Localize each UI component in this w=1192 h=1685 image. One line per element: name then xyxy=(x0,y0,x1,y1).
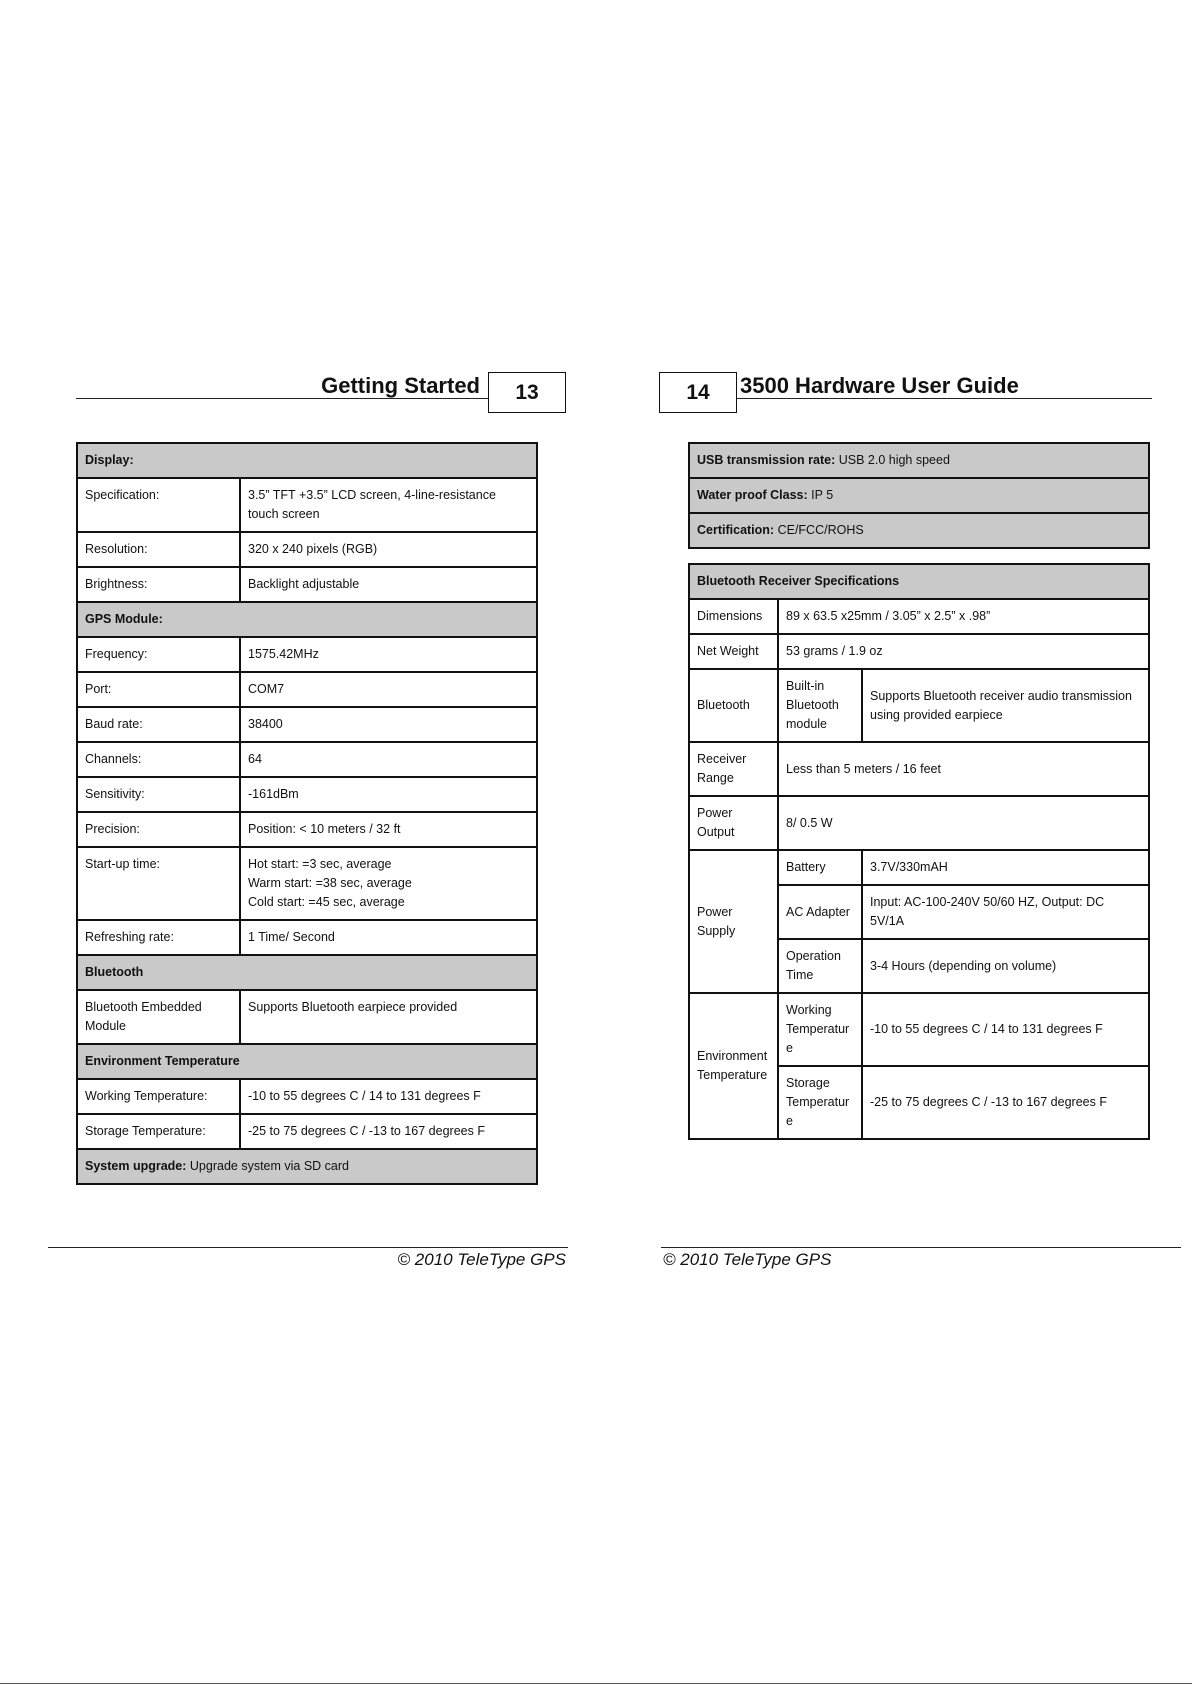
startup-hot: Hot start: =3 sec, average xyxy=(248,857,392,871)
row-value: Input: AC-100-240V 50/60 HZ, Output: DC 5V/1A xyxy=(862,885,1149,939)
row-label: Brightness: xyxy=(77,567,240,602)
row-value: -161dBm xyxy=(240,777,537,812)
table-row xyxy=(77,637,537,672)
table-row xyxy=(689,993,1149,1066)
row-value: Supports Bluetooth receiver audio transmission using provided earpiece xyxy=(862,669,1149,742)
row-sublabel: AC Adapter xyxy=(778,885,862,939)
left-footer-rule xyxy=(48,1247,568,1248)
row-label: Sensitivity: xyxy=(77,777,240,812)
table-row xyxy=(689,599,1149,634)
row-label: Precision: xyxy=(77,812,240,847)
row-value: -10 to 55 degrees C / 14 to 131 degrees F xyxy=(240,1079,537,1114)
startup-warm: Warm start: =38 sec, average xyxy=(248,876,412,890)
system-upgrade-row xyxy=(77,1149,537,1184)
right-top-table xyxy=(688,442,1150,549)
startup-cold: Cold start: =45 sec, average xyxy=(248,895,405,909)
left-header-rule xyxy=(76,398,488,399)
right-header-rule xyxy=(737,398,1152,399)
right-page-number: 14 xyxy=(659,372,737,413)
row-value: -25 to 75 degrees C / -13 to 167 degrees F xyxy=(240,1114,537,1149)
row-value: 89 x 63.5 x25mm / 3.05” x 2.5” x .98” xyxy=(778,599,1149,634)
section-heading-label: Bluetooth xyxy=(77,955,537,990)
row-value: 1 Time/ Second xyxy=(240,920,537,955)
left-spec-table xyxy=(76,442,538,1185)
table-row xyxy=(77,672,537,707)
row-label: Port: xyxy=(77,672,240,707)
bt-receiver-heading: Bluetooth Receiver Specifications xyxy=(689,564,1149,599)
right-footer-rule xyxy=(661,1247,1181,1248)
table-row xyxy=(689,742,1149,796)
row-sublabel: Operation Time xyxy=(778,939,862,993)
row-value: -25 to 75 degrees C / -13 to 167 degrees F xyxy=(862,1066,1149,1139)
bt-receiver-heading-row xyxy=(689,564,1149,599)
row-value: 8/ 0.5 W xyxy=(778,796,1149,850)
left-page-number: 13 xyxy=(488,372,566,413)
table-row xyxy=(689,669,1149,742)
row-value: 53 grams / 1.9 oz xyxy=(778,634,1149,669)
row-value: CE/FCC/ROHS xyxy=(777,523,864,537)
table-row xyxy=(689,513,1149,548)
row-sublabel: Battery xyxy=(778,850,862,885)
row-label: USB transmission rate: xyxy=(697,453,836,467)
table-row xyxy=(77,742,537,777)
section-heading-label: Display: xyxy=(77,443,537,478)
system-upgrade-value: Upgrade system via SD card xyxy=(189,1159,349,1173)
row-label: Power Supply xyxy=(689,850,778,993)
row-label: Net Weight xyxy=(689,634,778,669)
table-row xyxy=(689,796,1149,850)
right-footer-copyright: © 2010 TeleType GPS xyxy=(663,1250,832,1269)
section-heading-environment xyxy=(77,1044,537,1079)
section-heading-label: Environment Temperature xyxy=(77,1044,537,1079)
table-row xyxy=(689,478,1149,513)
row-label: Refreshing rate: xyxy=(77,920,240,955)
bt-receiver-table xyxy=(688,563,1150,1140)
row-label: Channels: xyxy=(77,742,240,777)
table-row xyxy=(77,847,537,920)
row-value: 64 xyxy=(240,742,537,777)
row-label: Baud rate: xyxy=(77,707,240,742)
left-footer-copyright: © 2010 TeleType GPS xyxy=(397,1250,566,1269)
row-sublabel: Working Temperature xyxy=(778,993,862,1066)
table-row xyxy=(77,567,537,602)
row-value: Less than 5 meters / 16 feet xyxy=(778,742,1149,796)
row-label: Bluetooth Embedded Module xyxy=(77,990,240,1044)
row-sublabel: Built-in Bluetooth module xyxy=(778,669,862,742)
table-row xyxy=(77,532,537,567)
row-value: 320 x 240 pixels (RGB) xyxy=(240,532,537,567)
table-row xyxy=(77,478,537,532)
row-value: 38400 xyxy=(240,707,537,742)
system-upgrade-cell xyxy=(77,1149,537,1184)
row-value: 3.5” TFT +3.5” LCD screen, 4-line-resistance touch screen xyxy=(240,478,537,532)
table-row xyxy=(689,850,1149,885)
row-value-stack xyxy=(240,847,537,920)
row-value: COM7 xyxy=(240,672,537,707)
row-label: Specification: xyxy=(77,478,240,532)
row-label: Frequency: xyxy=(77,637,240,672)
table-row xyxy=(77,1079,537,1114)
section-heading-bluetooth xyxy=(77,955,537,990)
row-value: IP 5 xyxy=(811,488,834,502)
row-label: Power Output xyxy=(689,796,778,850)
row-label: Environment Temperature xyxy=(689,993,778,1139)
table-row xyxy=(77,777,537,812)
row-value: 3-4 Hours (depending on volume) xyxy=(862,939,1149,993)
right-page-title: 3500 Hardware User Guide xyxy=(740,373,1019,398)
row-label: Start-up time: xyxy=(77,847,240,920)
table-row xyxy=(689,634,1149,669)
system-upgrade-label: System upgrade: xyxy=(85,1159,187,1173)
certification-cell xyxy=(689,513,1149,548)
row-label: Working Temperature: xyxy=(77,1079,240,1114)
table-row xyxy=(77,812,537,847)
section-heading-gps xyxy=(77,602,537,637)
section-heading-label: GPS Module: xyxy=(77,602,537,637)
row-value: 1575.42MHz xyxy=(240,637,537,672)
table-row xyxy=(689,443,1149,478)
row-value: USB 2.0 high speed xyxy=(838,453,950,467)
table-row xyxy=(77,990,537,1044)
row-value: Position: < 10 meters / 32 ft xyxy=(240,812,537,847)
usb-rate-cell xyxy=(689,443,1149,478)
waterproof-cell xyxy=(689,478,1149,513)
row-value: Supports Bluetooth earpiece provided xyxy=(240,990,537,1044)
table-row xyxy=(77,707,537,742)
row-value: Backlight adjustable xyxy=(240,567,537,602)
row-label: Water proof Class: xyxy=(697,488,808,502)
table-row xyxy=(77,920,537,955)
left-page-title: Getting Started xyxy=(321,373,480,398)
row-label: Receiver Range xyxy=(689,742,778,796)
row-label: Dimensions xyxy=(689,599,778,634)
section-heading-display xyxy=(77,443,537,478)
row-sublabel: Storage Temperature xyxy=(778,1066,862,1139)
row-value: -10 to 55 degrees C / 14 to 131 degrees F xyxy=(862,993,1149,1066)
row-label: Resolution: xyxy=(77,532,240,567)
table-row xyxy=(77,1114,537,1149)
row-label: Certification: xyxy=(697,523,775,537)
row-label: Storage Temperature: xyxy=(77,1114,240,1149)
row-label: Bluetooth xyxy=(689,669,778,742)
page-bottom-edge xyxy=(0,1683,1192,1684)
row-value: 3.7V/330mAH xyxy=(862,850,1149,885)
